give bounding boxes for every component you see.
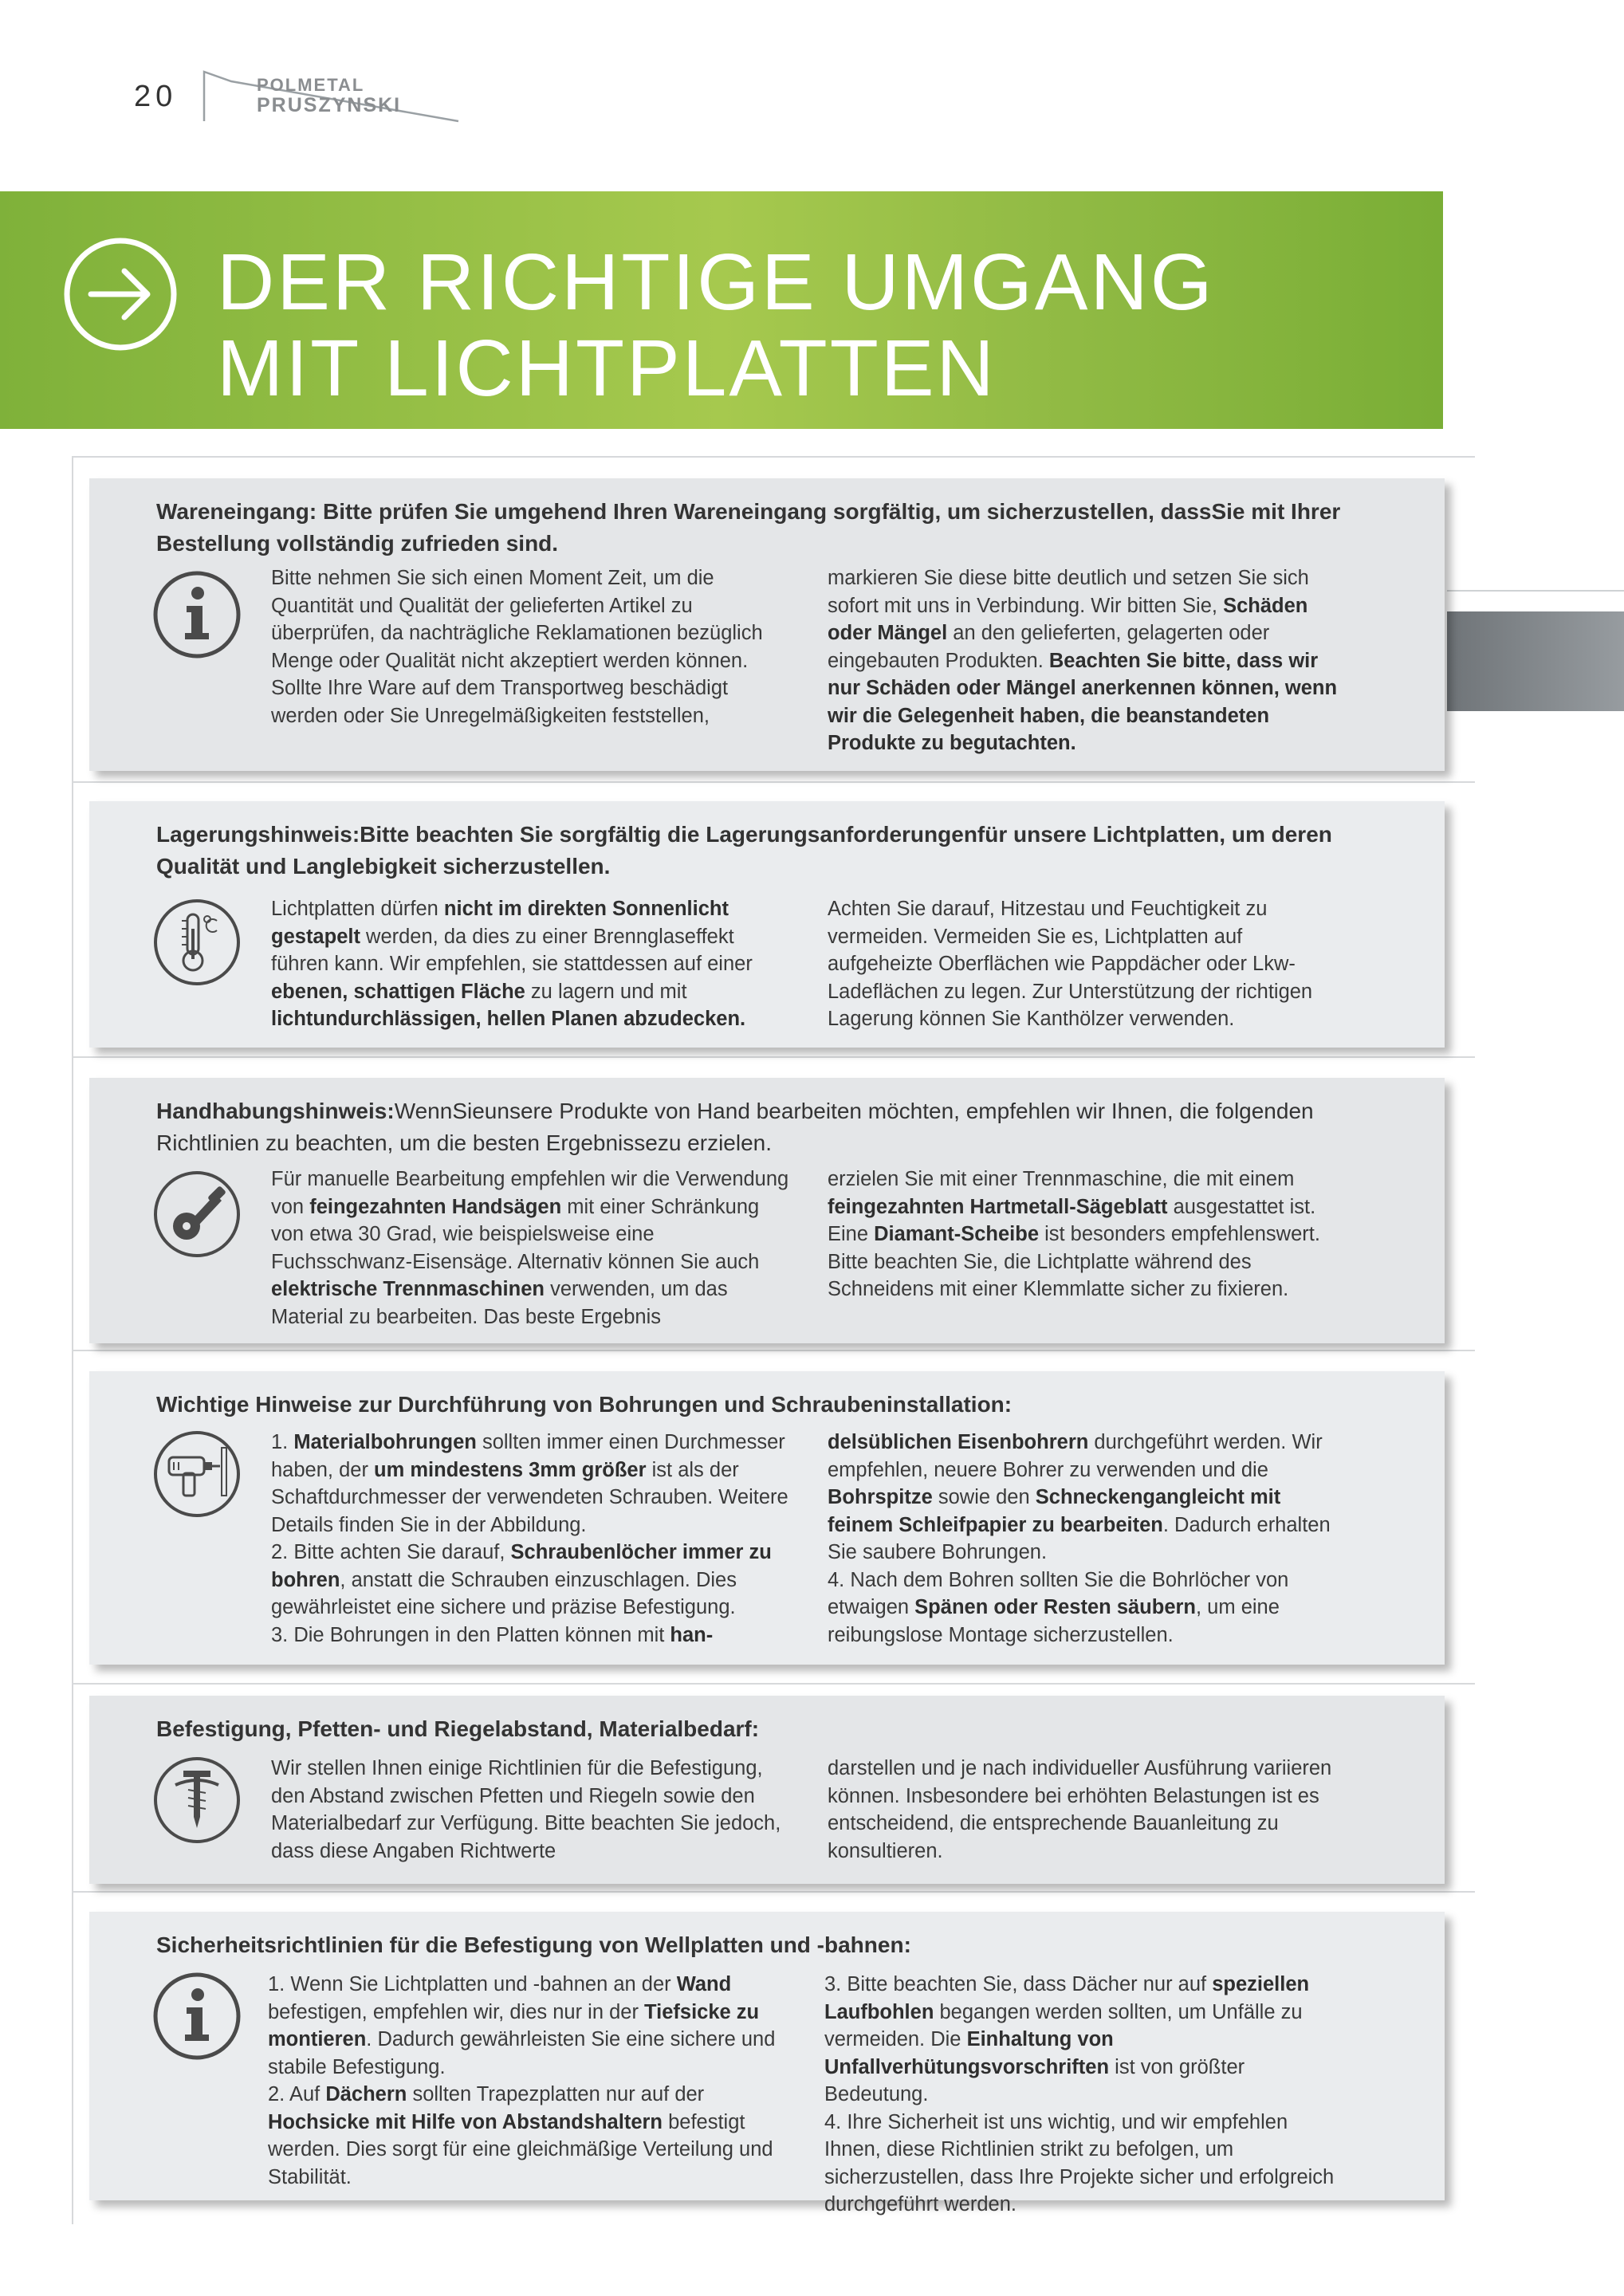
- section-left-column: [271, 1755, 789, 1865]
- section-wareneingang: [89, 478, 1445, 771]
- section-right-column: [824, 1971, 1343, 2219]
- section-title: Wichtige Hinweise zur Durchführung von Bohrungen und Schraubeninstallation:: [156, 1392, 1013, 1417]
- frame-sep-5: [72, 1891, 1475, 1893]
- paragraph: erzielen Sie mit einer Trennmaschine, die mit einem feingezahnten Hartmetall-Sägeblatt ausgestattet ist. Eine Diamant-Scheibe ist besonders empfehlenswert. Bitte beachten Sie, die Lichtplatte während des Schneidens mit einer Klemmlatte sicher zu fixieren.: [828, 1168, 1320, 1300]
- bold-text: Einhaltung von Unfallverhütungsvorschriften: [824, 2028, 1114, 2078]
- paragraph: 1. Wenn Sie Lichtplatten und -bahnen an der Wand befestigen, empfehlen wir, dies nur in der Tiefsicke zu montieren. Dadurch gewährleisten Sie eine sichere und stabile Befestigung.: [268, 1973, 776, 2078]
- section-left-column: [268, 1971, 786, 2191]
- bold-text: Schraubenlöcher immer zu bohren: [271, 1541, 772, 1591]
- paragraph: 4. Nach dem Bohren sollten Sie die Bohrlöcher von etwaigen Spänen oder Resten säubern, um eine reibungslose Montage sicherzustellen.: [828, 1568, 1289, 1646]
- bold-text: ebenen, schattigen Fläche: [271, 980, 525, 1003]
- bold-text: Beachten Sie bitte, dass wir nur Schäden oder Mängel anerkennen können, wenn wir die Gelegenheit haben, die beanstandeten Produkte zu begutachten.: [828, 649, 1338, 754]
- info-icon: [151, 1971, 242, 2062]
- paragraph: 3. Die Bohrungen in den Platten können mit han-: [271, 1623, 714, 1646]
- section-left-column: [271, 564, 789, 729]
- bold-text: nicht im direkten Sonnenlicht gestapelt: [271, 898, 729, 948]
- bold-text: elektrische Trennmaschinen: [271, 1278, 545, 1300]
- page-number: 20: [134, 80, 178, 113]
- bold-text: feingezahnten Handsägen: [309, 1195, 562, 1218]
- bold-text: Materialbohrungen: [293, 1431, 477, 1453]
- bold-text: lichtundurchlässigen, hellen Planen abzudecken.: [271, 1008, 746, 1030]
- info-icon: [151, 569, 242, 660]
- bold-text: Spänen oder Resten säubern: [914, 1596, 1197, 1618]
- section-title: Lagerungshinweis:Bitte beachten Sie sorgfältig die Lagerungsanforderungenfür unsere Lichtplatten, um deren Qualität und Langlebigkeit sicherzustellen.: [156, 822, 1332, 879]
- frame-sep-2: [72, 1056, 1475, 1058]
- paragraph: Sollte Ihre Ware auf dem Transportweg beschädigt werden oder Sie Unregelmäßigkeiten feststellen,: [271, 677, 729, 727]
- saw-blade-icon: [151, 1169, 242, 1260]
- bold-text: delsüblichen Eisenbohrern: [828, 1431, 1089, 1453]
- company-logo: [199, 64, 462, 128]
- bold-text: Schäden oder Mängel: [828, 594, 1308, 644]
- paragraph: Wir stellen Ihnen einige Richtlinien für die Befestigung, den Abstand zwischen Pfetten und Riegeln sowie den Materialbedarf zur Verfügung. Bitte beachten Sie jedoch, dass diese Angaben Richtwerte: [271, 1757, 781, 1862]
- logo-line1: POLMETAL: [257, 75, 365, 95]
- bold-text: han-: [670, 1623, 714, 1646]
- section-title: Wareneingang: Bitte prüfen Sie umgehend Ihren Wareneingang sorgfältig, um sicherzustellen, dassSie mit Ihrer Bestellung vollständig zufrieden sind.: [156, 499, 1341, 556]
- section-lagerung: [89, 801, 1445, 1048]
- paragraph: Lichtplatten dürfen nicht im direkten Sonnenlicht gestapelt werden, da dies zu einer Brennglaseffekt führen kann. Wir empfehlen, sie stattdessen auf einer ebenen, schattigen Fläche zu lagern und mit lichtundurchlässigen, hellen Planen abzudecken.: [271, 898, 753, 1030]
- bold-text: Wand: [676, 1973, 732, 1995]
- paragraph: Für manuelle Bearbeitung empfehlen wir die Verwendung von feingezahnten Handsägen mit einer Schränkung von etwa 30 Grad, wie beispielsweise eine Fuchsschwanz-Eisensäge. Alternativ können Sie auch elektrische Trennmaschinen verwenden, um das Material zu bearbeiten. Das beste Ergebnis: [271, 1168, 789, 1328]
- section-left-column: [271, 1166, 789, 1331]
- section-handhabung: [89, 1078, 1445, 1343]
- title-banner: [0, 191, 1443, 429]
- section-bohrungen: [89, 1371, 1445, 1665]
- frame-left-line: [72, 456, 73, 2224]
- bold-text: Tiefsicke zu montieren: [268, 2000, 760, 2050]
- section-sicherheit: [89, 1912, 1445, 2215]
- section-title: Sicherheitsrichtlinien für die Befestigung von Wellplatten und -bahnen:: [156, 1932, 911, 1957]
- frame-top-line: [72, 456, 1475, 458]
- side-divider: [1447, 590, 1624, 592]
- paragraph: 2. Bitte achten Sie darauf, Schraubenlöcher immer zu bohren, anstatt die Schrauben einzuschlagen. Dies gewährleistet eine sichere und präzise Befestigung.: [271, 1541, 772, 1618]
- page-title-line1: DER RICHTIGE UMGANG: [217, 238, 1215, 327]
- frame-sep-1: [72, 781, 1475, 783]
- paragraph: Bitte nehmen Sie sich einen Moment Zeit, um die Quantität und Qualität der gelieferten Artikel zu überprüfen, da nachträgliche Reklamationen bezüglich Menge oder Qualität nicht akzeptiert werden können.: [271, 567, 763, 672]
- section-right-column: [828, 1429, 1346, 1649]
- drill-icon: [151, 1429, 242, 1520]
- section-right-column: [828, 1166, 1346, 1303]
- paragraph: markieren Sie diese bitte deutlich und setzen Sie sich sofort mit uns in Verbindung. Wir bitten Sie, Schäden oder Mängel an den gelieferten, gelagerten oder eingebauten Produkten. Beachten Sie bitte, dass wir nur Schäden oder Mängel anerkennen können, wenn wir die Gelegenheit haben, die beanstandeten Produkte zu begutachten.: [828, 567, 1338, 754]
- arrow-right-circle-icon: [62, 236, 179, 352]
- bold-text: Hochsicke mit Hilfe von Abstandshaltern: [268, 2110, 663, 2133]
- paragraph: 3. Bitte beachten Sie, dass Dächer nur auf speziellen Laufbohlen begangen werden sollten, um Unfälle zu vermeiden. Die Einhaltung von Unfallverhütungsvorschriften ist von größter Bedeutung.: [824, 1973, 1310, 2105]
- side-tab: [1447, 611, 1624, 711]
- bold-text: Bohrspitze: [828, 1486, 933, 1508]
- bold-text: um mindestens 3mm größer: [374, 1458, 647, 1481]
- section-right-column: [828, 564, 1346, 757]
- section-left-column: [271, 1429, 789, 1649]
- section-right-column: [828, 1755, 1346, 1865]
- paragraph: 4. Ihre Sicherheit ist uns wichtig, und wir empfehlen Ihnen, diese Richtlinien strikt zu befolgen, um sicherzustellen, dass Ihre Projekte sicher und erfolgreich durchgeführt werden.: [824, 2110, 1335, 2215]
- paragraph: 2. Auf Dächern sollten Trapezplatten nur auf der Hochsicke mit Hilfe von Abstandshaltern befestigt werden. Dies sorgt für eine gleichmäßige Verteilung und Stabilität.: [268, 2083, 773, 2188]
- section-befestigung: [89, 1696, 1445, 1884]
- page-title: [217, 239, 1214, 411]
- paragraph: delsüblichen Eisenbohrern durchgeführt werden. Wir empfehlen, neuere Bohrer zu verwenden und die Bohrspitze sowie den Schneckengangleicht mit feinem Schleifpapier zu bearbeiten. Dadurch erhalten Sie saubere Bohrungen.: [828, 1431, 1331, 1563]
- frame-sep-3: [72, 1350, 1475, 1351]
- section-right-column: [828, 895, 1346, 1033]
- paragraph: 1. Materialbohrungen sollten immer einen Durchmesser haben, der um mindestens 3mm größer ist als der Schaftdurchmesser der verwendeten Schrauben. Weitere Details finden Sie in der Abbildung.: [271, 1431, 788, 1536]
- bold-text: Schneckengangleicht mit feinem Schleifpapier zu bearbeiten: [828, 1486, 1281, 1536]
- screw-fastener-icon: [151, 1755, 242, 1846]
- section-title: Handhabungshinweis:WennSieunsere Produkte von Hand bearbeiten möchten, empfehlen wir Ihnen, die folgenden Richtlinien zu beachten, um die besten Ergebnissezu erzielen.: [156, 1099, 1314, 1155]
- bold-text: feingezahnten Hartmetall-Sägeblatt: [828, 1195, 1168, 1218]
- section-left-column: [271, 895, 789, 1033]
- logo-line2: PRUSZYNSKI: [257, 94, 402, 116]
- bold-text: Diamant-Scheibe: [874, 1223, 1040, 1245]
- section-title: Befestigung, Pfetten- und Riegelabstand, Materialbedarf:: [156, 1716, 760, 1741]
- page-title-line2: MIT LICHTPLATTEN: [217, 324, 997, 413]
- thermometer-icon: [151, 897, 242, 988]
- frame-sep-4: [72, 1683, 1475, 1685]
- bold-text: speziellen Laufbohlen: [824, 1973, 1310, 2023]
- paragraph: Achten Sie darauf, Hitzestau und Feuchtigkeit zu vermeiden. Vermeiden Sie es, Lichtplatten auf aufgeheizte Oberflächen wie Pappdächer oder Lkw-Ladeflächen zu legen. Zur Unterstützung der richtigen Lagerung können Sie Kanthölzer verwenden.: [828, 898, 1313, 1030]
- paragraph: darstellen und je nach individueller Ausführung variieren können. Insbesondere bei erhöhten Belastungen ist es entscheidend, die entsprechende Bauanleitung zu konsultieren.: [828, 1757, 1332, 1862]
- bold-text: Dächern: [325, 2083, 407, 2105]
